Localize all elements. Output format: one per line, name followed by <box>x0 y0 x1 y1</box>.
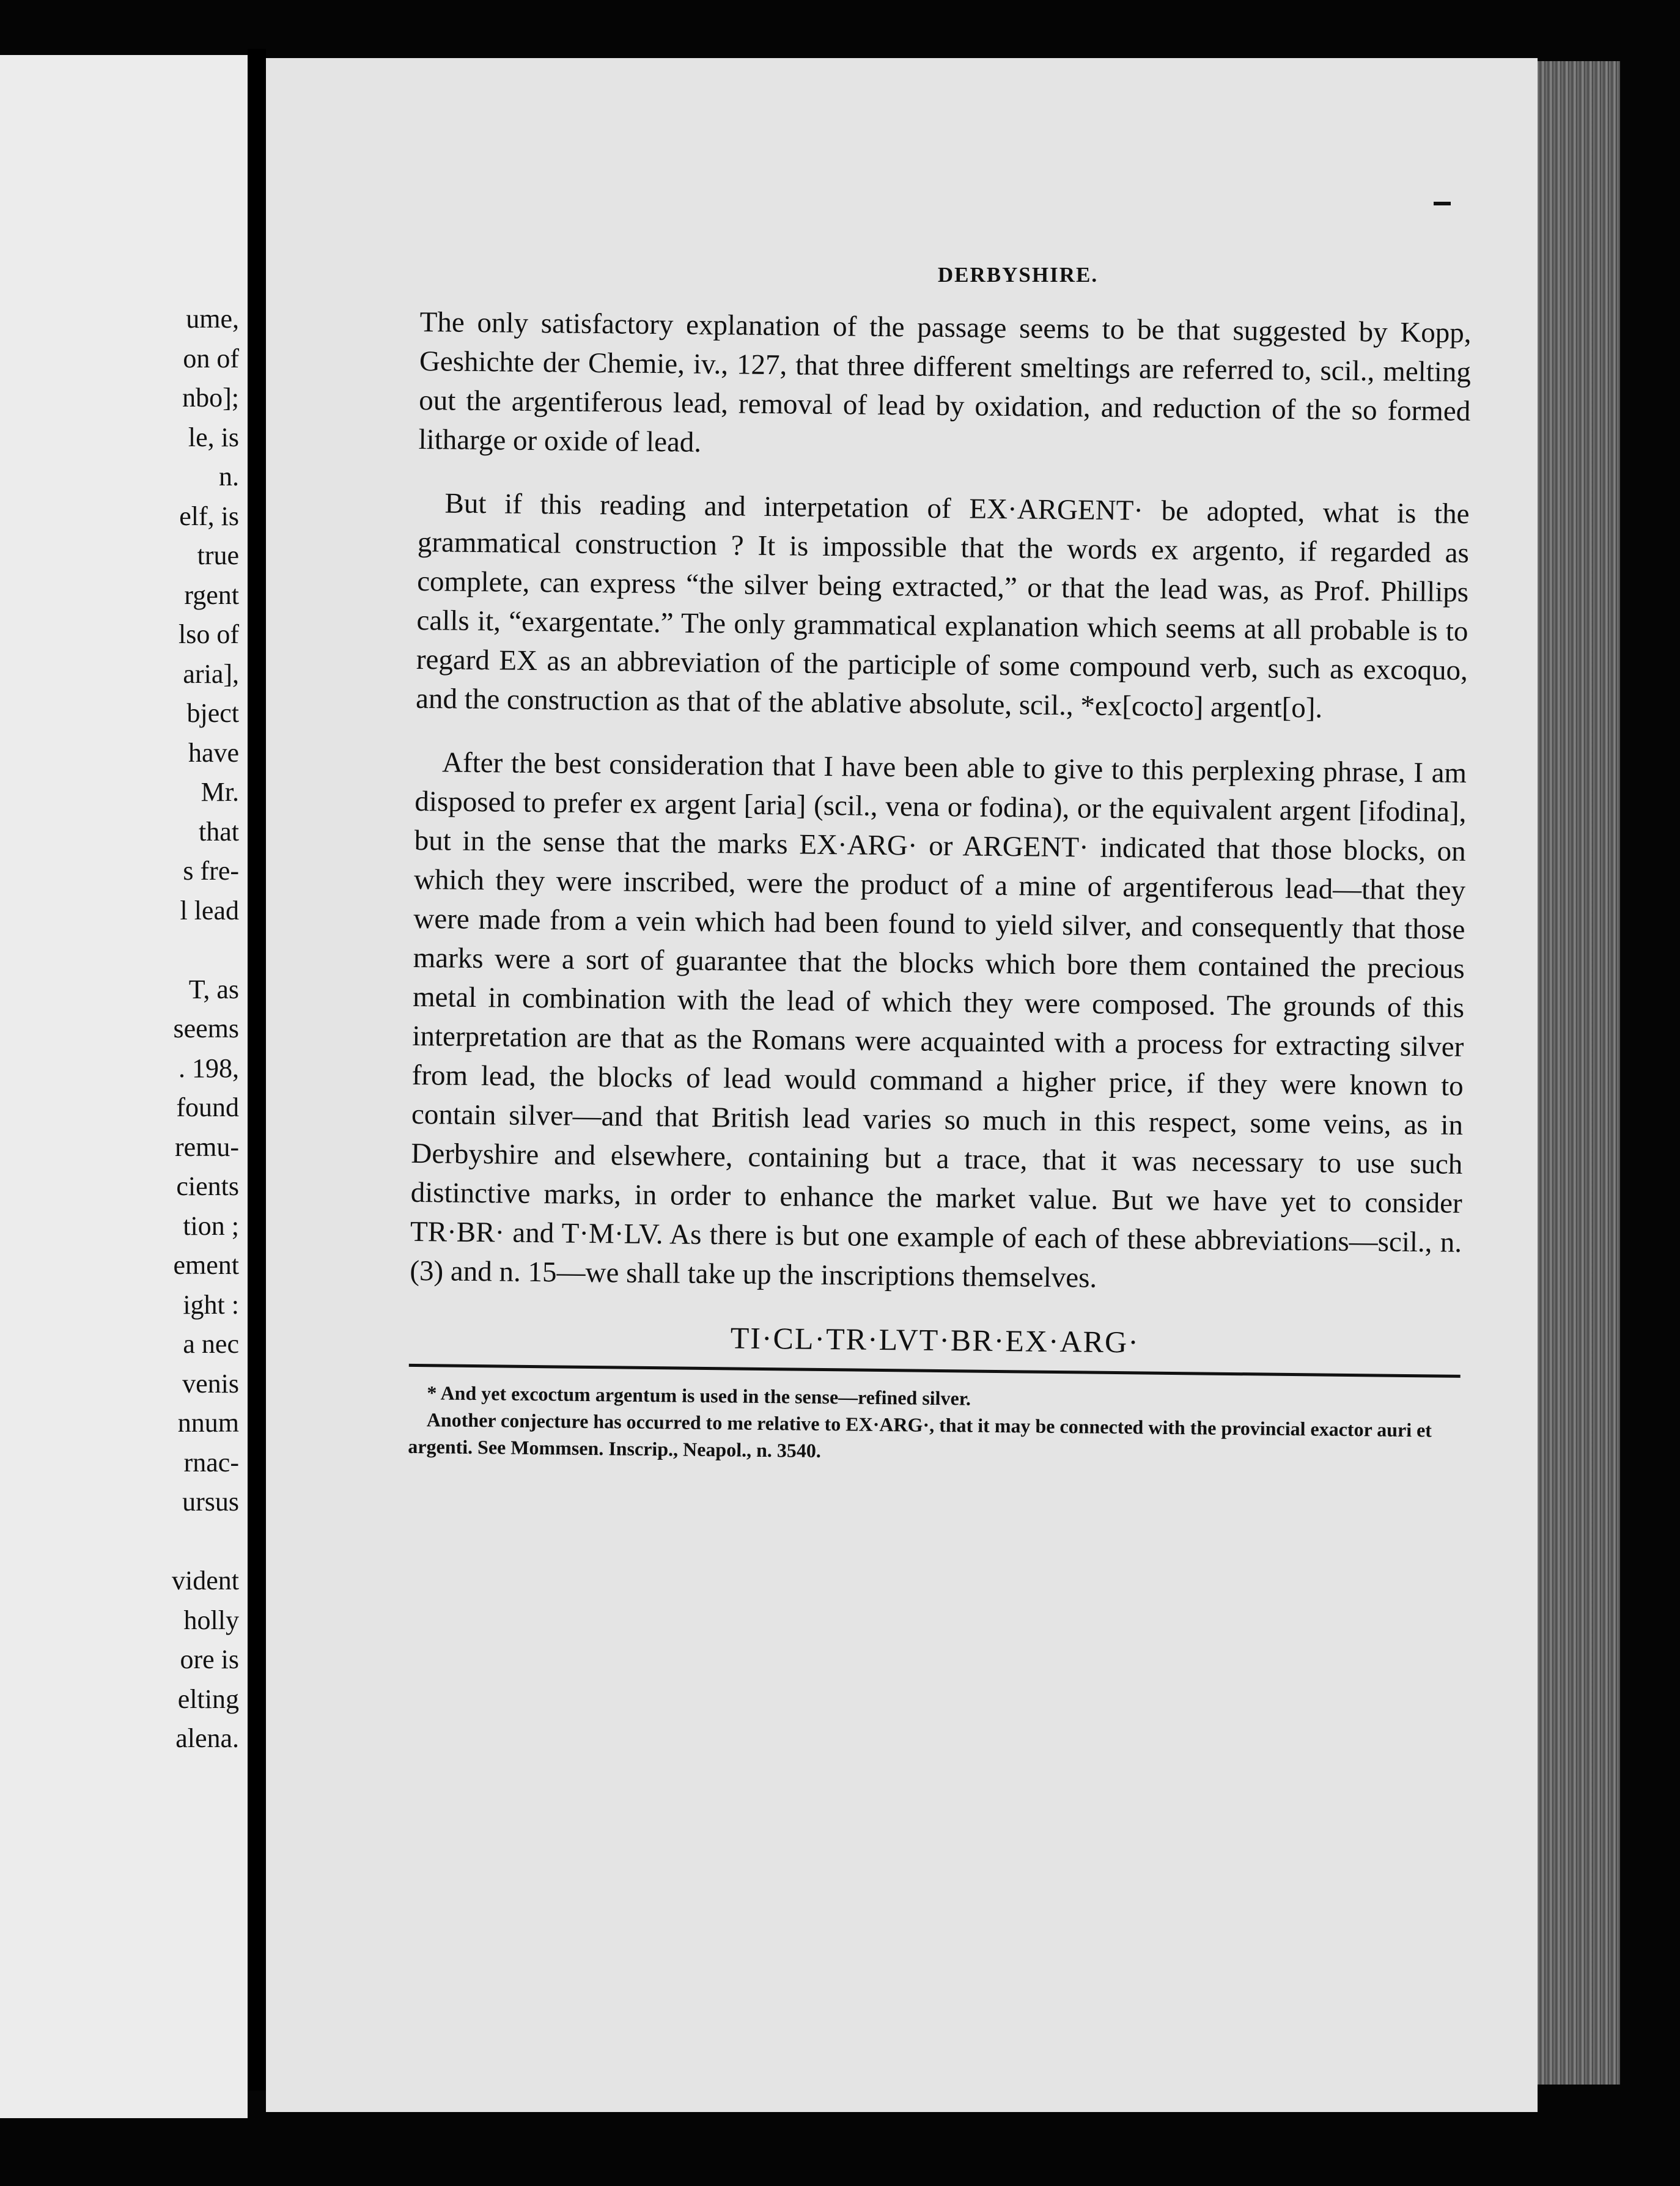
left-page-line: remu- <box>174 1132 239 1162</box>
inscription: TI·CL·TR·LVT·BR·EX·ARG· <box>730 1320 1140 1360</box>
page-header <box>449 257 1586 300</box>
left-page-line: le, is <box>188 422 239 452</box>
left-page-line: Mr. <box>201 777 239 807</box>
paragraph-2: But if this reading and interpetation of EX·ARGENT· be adopted, what is the grammatical construction ? It is impossible that the words ex argento, if regarded as complete, can express “the silver being extracted,” or that the lead was, as Prof. Phillips calls it, “exargentate.” The only grammatical explanation which seems at all probable is to regard EX as an abbreviation of the participle of some compound verb, such as excoquo, and the construction as that of the ablative absolute, scil., *ex[cocto] argent[o]. <box>415 487 1470 724</box>
left-page-text <box>0 300 239 1759</box>
left-page-line: vident <box>172 1566 239 1595</box>
left-page-line: cients <box>176 1171 239 1201</box>
edge-mark <box>1434 202 1451 205</box>
page-edges <box>1538 61 1620 2085</box>
left-page-line: venis <box>182 1368 239 1399</box>
left-page-line: aria], <box>183 658 239 689</box>
left-page-line: rgent <box>184 580 239 610</box>
left-page-line: nbo]; <box>182 383 239 413</box>
book-spine <box>248 49 266 2091</box>
left-page-line: ight : <box>183 1289 239 1320</box>
left-page-line: ume, <box>186 304 239 334</box>
body-text <box>408 303 1472 1471</box>
left-page-line: T, as <box>188 974 239 1004</box>
paragraph-1: The only satisfactory explanation of the passage seems to be that suggested by Kopp, Geshichte der Chemie, iv., 127, that three different smeltings are referred to, scil., melting out the argentiferous lead, removal of lead by oxidation, and reduction of the so formed litharge or oxide of lead. <box>418 306 1472 458</box>
left-page-line: nnum <box>177 1408 239 1438</box>
left-page-line: found <box>176 1092 239 1122</box>
left-page-line: tion ; <box>183 1210 239 1241</box>
right-page <box>266 58 1538 2112</box>
footnote-1: * And yet excoctum argentum is used in the sense—refined silver. <box>427 1382 971 1410</box>
left-page-line: that <box>199 816 239 847</box>
left-page-line: true <box>197 540 239 570</box>
footnote-2: Another conjecture has occurred to me relative to EX·ARG·, that it may be connected with the provincial exactor auri et argenti. See Mommsen. Inscrip., Neapol., n. 3540. <box>408 1408 1432 1462</box>
left-page-line: lso of <box>179 619 239 649</box>
left-page-line: elf, is <box>179 501 239 531</box>
left-page-line: rnac- <box>183 1447 239 1478</box>
left-page-line: have <box>188 737 239 768</box>
left-page-line: ement <box>173 1250 239 1280</box>
footnote-rule <box>409 1364 1461 1378</box>
left-page-line: holly <box>183 1605 239 1635</box>
left-page-line: bject <box>186 698 239 728</box>
left-page-line <box>0 1522 239 1562</box>
left-page-line: ore is <box>180 1644 239 1674</box>
left-page-line <box>0 930 239 970</box>
left-page-line: a nec <box>183 1329 239 1359</box>
left-page-line: s fre- <box>183 856 239 886</box>
left-page-line: alena. <box>175 1723 239 1753</box>
left-page-line: n. <box>219 462 239 491</box>
left-page-line: ursus <box>182 1487 239 1517</box>
left-page-line: l lead <box>180 895 239 926</box>
left-page-line: . 198, <box>179 1053 239 1083</box>
left-page-line: seems <box>173 1014 239 1043</box>
left-page-line: elting <box>177 1684 239 1714</box>
paragraph-3: After the best consideration that I have been able to give to this perplexing phrase, I am disposed to prefer ex argent [aria] (scil., vena or fodina), or the equivalent argent [ifodina], but in the sense that the marks EX·ARG· or ARGENT· indicated that those blocks, on which they were inscribed, were the product of a mine of argentiferous lead—that they were made from a vein which had been found to yield silver, and consequently that those marks were a sort of guarantee that the blocks which bore them contained the precious metal in combination with the lead of which they were composed. The grounds of this interpretation are that as the Romans were acquainted with a process for extracting silver from lead, the blocks of lead would command a higher price, if they were known to contain silver—and that British lead varies so much in this respect, some veins, as in Derbyshire and elsewhere, containing but a trace, that it was necessary to use such distinctive marks, in order to enhance the market value. But we have yet to consider TR·BR· and T·M·LV. As there is but one example of each of these abbreviations—scil., n. (3) and n. 15—we shall take up the inscriptions themselves. <box>410 746 1467 1294</box>
left-page-line: on of <box>183 343 239 374</box>
running-head: DERBYSHIRE. <box>937 263 1099 287</box>
left-page <box>0 55 248 2118</box>
